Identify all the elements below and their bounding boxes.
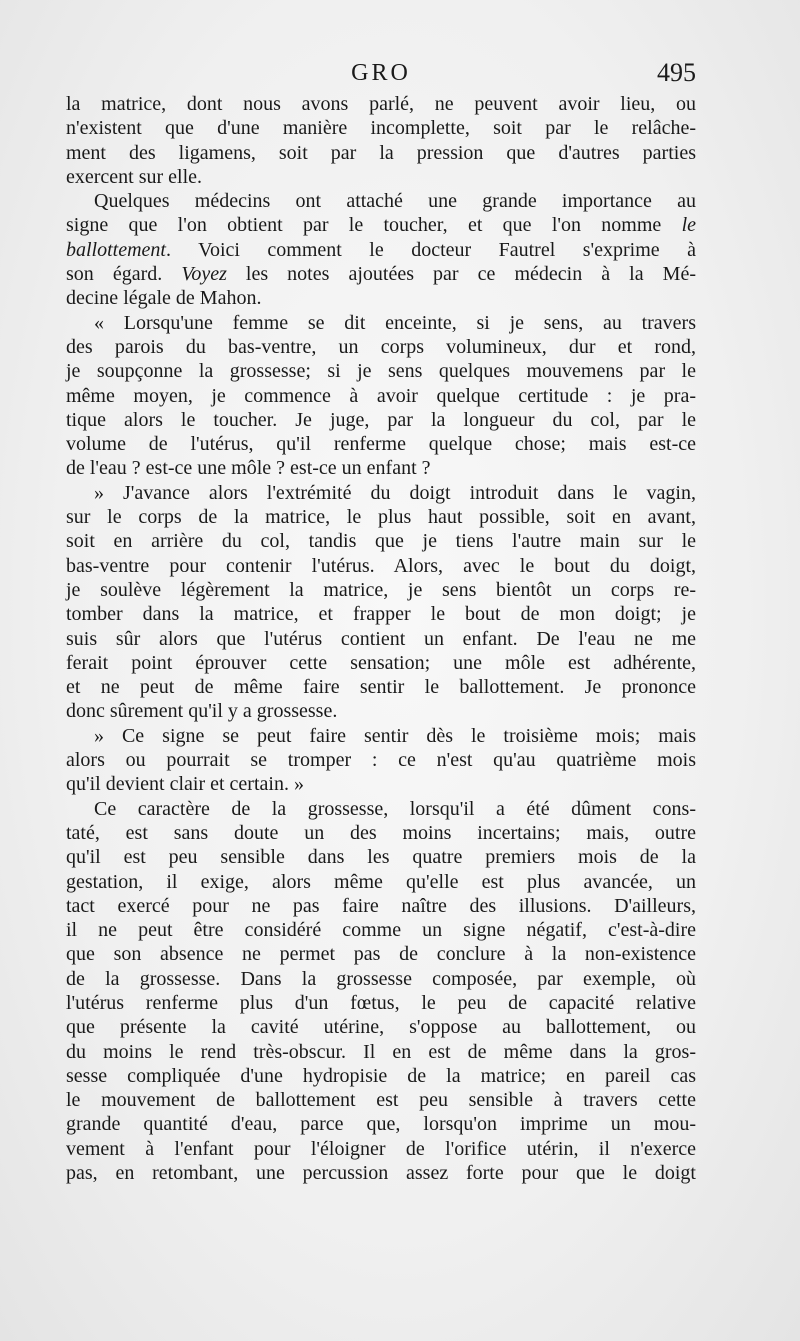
text-line: tact exercé pour ne pas faire naître des illusions. D'ailleurs, bbox=[66, 894, 696, 917]
text-line: des parois du bas-ventre, un corps volumineux, dur et rond, bbox=[66, 335, 696, 358]
body-text bbox=[66, 92, 696, 1185]
text-line: taté, est sans doute un des moins incertains; mais, outre bbox=[66, 821, 696, 844]
text-line: la matrice, dont nous avons parlé, ne peuvent avoir lieu, ou bbox=[66, 93, 696, 115]
text-line: même moyen, je commence à avoir quelque certitude : je pra- bbox=[66, 384, 696, 407]
paragraph bbox=[66, 797, 696, 1186]
text-line: decine légale de Mahon. bbox=[66, 287, 262, 310]
text-line: je soupçonne la grossesse; si je sens quelques mouvemens par le bbox=[66, 360, 696, 383]
text-line: suis sûr alors que l'utérus contient un enfant. De l'eau ne me bbox=[66, 627, 696, 650]
text-line: qu'il est peu sensible dans les quatre premiers mois de la bbox=[66, 846, 696, 869]
paragraph bbox=[66, 189, 696, 310]
text-line: il ne peut être considéré comme un signe négatif, c'est-à-dire bbox=[66, 919, 696, 942]
text-line: de l'eau ? est-ce une môle ? est-ce un enfant ? bbox=[66, 457, 431, 480]
text-line: signe que l'on obtient par le toucher, et que l'on nomme le bbox=[66, 214, 696, 237]
text-line: ballottement. Voici comment le docteur Fautrel s'exprime à bbox=[66, 238, 696, 261]
text-line: son égard. Voyez les notes ajoutées par ce médecin à la Mé- bbox=[66, 263, 696, 286]
text-line: l'utérus renferme plus d'un fœtus, le peu de capacité relative bbox=[66, 991, 696, 1014]
text-line: sur le corps de la matrice, le plus haut possible, soit en avant, bbox=[66, 506, 696, 529]
running-head: GRO bbox=[351, 60, 411, 86]
text-line: tique alors le toucher. Je juge, par la longueur du col, par le bbox=[66, 408, 696, 431]
text-line: Ce caractère de la grossesse, lorsqu'il a été dûment cons- bbox=[94, 797, 696, 820]
text-line: » Ce signe se peut faire sentir dès le troisième mois; mais bbox=[94, 724, 696, 747]
text-line: de la grossesse. Dans la grossesse composée, par exemple, où bbox=[66, 967, 696, 990]
page-header bbox=[66, 60, 696, 92]
paragraph bbox=[66, 481, 696, 724]
paragraph bbox=[66, 311, 696, 481]
text-line: Quelques médecins ont attaché une grande importance au bbox=[94, 190, 696, 213]
text-line: que présente la cavité utérine, s'oppose au ballottement, ou bbox=[66, 1016, 696, 1039]
text-line: donc sûrement qu'il y a grossesse. bbox=[66, 700, 338, 723]
text-line: exercent sur elle. bbox=[66, 165, 203, 188]
text-line: sesse compliquée d'une hydropisie de la matrice; en pareil cas bbox=[66, 1064, 696, 1087]
text-line: « Lorsqu'une femme se dit enceinte, si je sens, au travers bbox=[94, 311, 696, 334]
text-line: grande quantité d'eau, parce que, lorsqu'on imprime un mou- bbox=[66, 1113, 696, 1136]
text-line: qu'il devient clair et certain. » bbox=[66, 773, 304, 796]
text-line: je soulève légèrement la matrice, je sens bientôt un corps re- bbox=[66, 578, 696, 601]
text-line: alors ou pourrait se tromper : ce n'est qu'au quatrième mois bbox=[66, 749, 696, 772]
text-line: tomber dans la matrice, et frapper le bout de mon doigt; je bbox=[66, 603, 696, 626]
text-line: n'existent que d'une manière incomplette, soit par le relâche- bbox=[66, 117, 696, 140]
text-line: » J'avance alors l'extrémité du doigt introduit dans le vagin, bbox=[94, 481, 696, 504]
text-line: que son absence ne permet pas de conclure à la non-existence bbox=[66, 943, 696, 966]
text-line: gestation, il exige, alors même qu'elle est plus avancée, un bbox=[66, 870, 696, 893]
text-line: ment des ligamens, soit par la pression que d'autres parties bbox=[66, 141, 696, 164]
paragraph bbox=[66, 724, 696, 797]
text-line: vement à l'enfant pour l'éloigner de l'orifice utérin, il n'exerce bbox=[66, 1137, 696, 1160]
text-line: soit en arrière du col, tandis que je tiens l'autre main sur le bbox=[66, 530, 696, 553]
text-line: le mouvement de ballottement est peu sensible à travers cette bbox=[66, 1089, 696, 1112]
text-line: ferait point éprouver cette sensation; une môle est adhérente, bbox=[66, 651, 696, 674]
text-line: bas-ventre pour contenir l'utérus. Alors, avec le bout du doigt, bbox=[66, 554, 696, 577]
text-line: et ne peut de même faire sentir le ballottement. Je prononce bbox=[66, 676, 696, 699]
text-line: pas, en retombant, une percussion assez forte pour que le doigt bbox=[66, 1162, 696, 1185]
text-line: du moins le rend très-obscur. Il en est de même dans la gros- bbox=[66, 1040, 696, 1063]
page-number: 495 bbox=[657, 58, 696, 87]
text-line: volume de l'utérus, qu'il renferme quelque chose; mais est-ce bbox=[66, 433, 696, 456]
paragraph bbox=[66, 92, 696, 189]
